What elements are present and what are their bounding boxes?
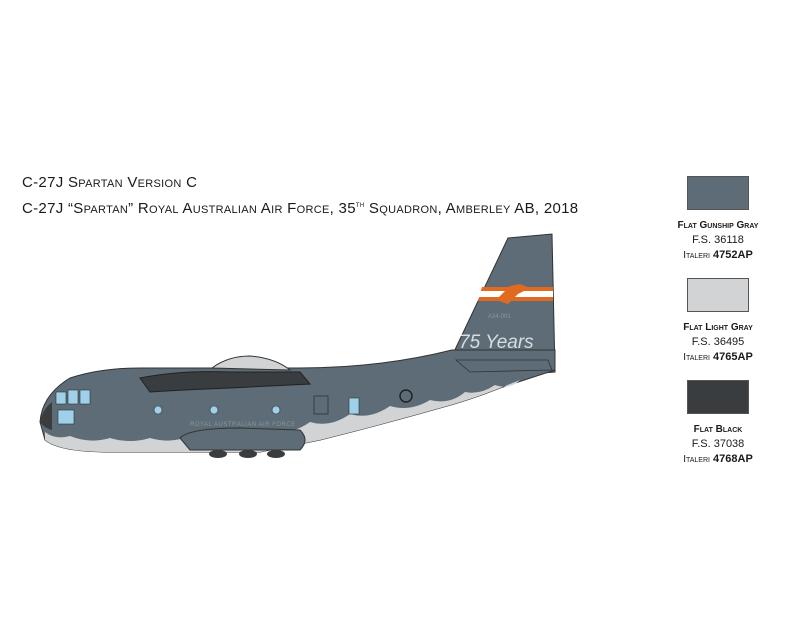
wing-fairing [212,356,290,370]
code-number: 4765AP [713,351,753,363]
paint-code [668,453,768,465]
color-swatch-2 [668,278,768,363]
swatch-box-gunship-gray [687,176,749,210]
swatch-box-light-gray [687,278,749,312]
code-number: 4768AP [713,453,753,465]
subtitle-ordinal: th [355,200,365,209]
tail-code: A34-001 [488,314,511,320]
wheel-3 [267,450,285,458]
brand-name: Italeri [683,454,710,465]
color-name: Flat Gunship Gray [677,220,759,231]
paint-code [668,351,768,363]
aft-window [349,398,359,414]
brand-name: Italeri [683,250,710,261]
subtitle-part-1: C-27J “Spartan” Royal Australian Air Force, 35 [22,200,356,217]
cockpit-window-1 [56,392,66,404]
brand-name: Italeri [683,352,710,363]
version-title: C-27J Spartan Version C [22,174,198,191]
cockpit-window-3 [80,390,90,404]
wheel-2 [239,450,257,458]
cockpit-window-2 [68,390,78,404]
porthole-3 [272,406,280,414]
color-name: Flat Light Gray [683,322,753,333]
porthole-1 [154,406,162,414]
code-number: 4752AP [713,249,753,261]
porthole-2 [210,406,218,414]
cockpit-window-4 [58,410,74,424]
tail-anniversary-text: 75 Years [459,332,534,353]
gear-sponson [180,428,305,450]
color-swatch-1 [668,176,768,261]
horizontal-stabilizer [456,360,552,372]
paint-code [668,249,768,261]
swatch-box-black [687,380,749,414]
fuselage-text: ROYAL AUSTRALIAN AIR FORCE [190,422,296,428]
fs-number: F.S. 36495 [691,336,745,348]
color-name: Flat Black [693,424,743,435]
fs-number: F.S. 36118 [692,234,744,246]
fs-number: F.S. 37038 [691,438,745,450]
subtitle-part-2: Squadron, Amberley AB, 2018 [364,200,579,217]
color-swatch-3 [668,380,768,465]
wheel-1 [209,450,227,458]
